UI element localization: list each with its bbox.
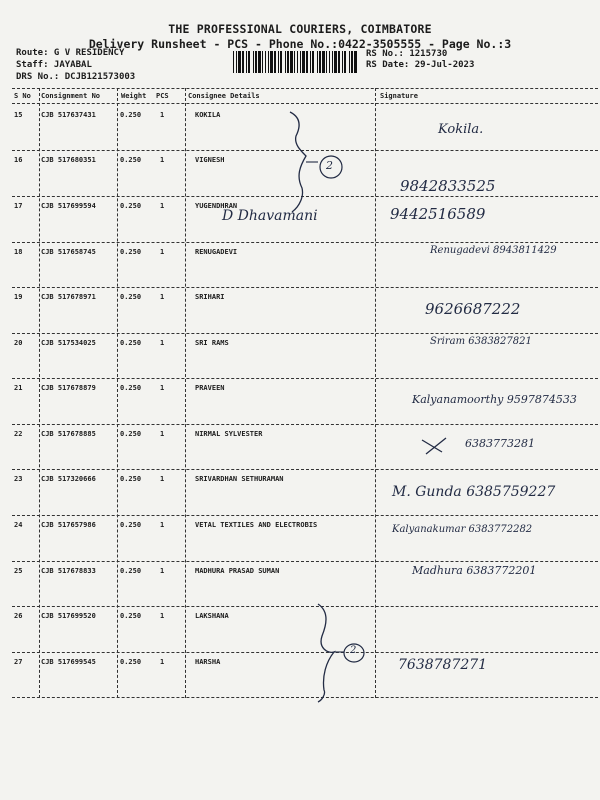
barcode-bar [329, 51, 330, 73]
cell-pcs: 1 [160, 612, 165, 620]
barcode-bar [270, 51, 273, 73]
table-header-rule [12, 103, 598, 104]
signature-handwriting: Madhura 6383772201 [412, 564, 537, 577]
cell-consignee: HARSHA [195, 658, 221, 666]
barcode-bar [300, 51, 301, 73]
barcode-bar [322, 51, 325, 73]
cell-sno: 20 [14, 339, 23, 347]
barcode-bar [294, 51, 295, 73]
row-divider [12, 606, 598, 607]
cell-weight: 0.250 [120, 612, 142, 620]
cell-consignment-no: CJB 517678971 [41, 293, 96, 301]
cell-pcs: 1 [160, 567, 165, 575]
cell-sno: 25 [14, 567, 23, 575]
cell-consignee: SRIHARI [195, 293, 225, 301]
cell-sno: 16 [14, 156, 23, 164]
signature-handwriting: Sriram 6383827821 [430, 336, 532, 347]
cell-consignee: KOKILA [195, 111, 221, 119]
barcode-bar [297, 51, 298, 73]
barcode-bar [242, 51, 244, 73]
cell-weight: 0.250 [120, 156, 142, 164]
signature-handwriting: M. Gunda 6385759227 [392, 484, 556, 500]
rs-number: RS No.: 1215730 [366, 49, 448, 59]
barcode-bar [255, 51, 257, 73]
barcode-bar [265, 51, 266, 73]
cell-pcs: 1 [160, 202, 165, 210]
cell-sno: 23 [14, 475, 23, 483]
barcode-bar [290, 51, 293, 73]
barcode-bar [351, 51, 353, 73]
signature-handwriting: Kokila. [438, 122, 484, 137]
cell-consignment-no: CJB 517678879 [41, 384, 96, 392]
handwritten-name-note: D Dhavamani [222, 208, 318, 224]
row-divider [12, 515, 598, 516]
barcode-bar [312, 51, 314, 73]
cell-pcs: 1 [160, 293, 165, 301]
barcode-bar [253, 51, 254, 73]
cell-consignment-no: CJB 517657986 [41, 521, 96, 529]
cell-consignee: VETAL TEXTILES AND ELECTROBIS [195, 521, 318, 529]
cell-weight: 0.250 [120, 248, 142, 256]
barcode-bar [274, 51, 276, 73]
cell-sno: 24 [14, 521, 23, 529]
row-divider [12, 378, 598, 379]
barcode-bar [338, 51, 340, 73]
row-divider [12, 150, 598, 151]
header-weight: Weight [121, 92, 147, 100]
cell-consignee: SRI RAMS [195, 339, 229, 347]
signature-handwriting: 6383773281 [465, 437, 535, 450]
row-divider [12, 469, 598, 470]
barcode-bar [287, 51, 289, 73]
cell-sno: 27 [14, 658, 23, 666]
cell-weight: 0.250 [120, 339, 142, 347]
row-divider [12, 287, 598, 288]
barcode-bar [268, 51, 269, 73]
barcode-bar [258, 51, 261, 73]
cell-pcs: 1 [160, 339, 165, 347]
cell-sno: 22 [14, 430, 23, 438]
drs-number: DRS No.: DCJB121573003 [16, 72, 136, 82]
barcode-bar [302, 51, 305, 73]
cell-consignee: NIRMAL SYLVESTER [195, 430, 263, 438]
signature-handwriting: 9442516589 [390, 205, 486, 223]
cell-weight: 0.250 [120, 430, 142, 438]
barcode-bar [280, 51, 282, 73]
group-mark-2: 2 [350, 645, 357, 656]
cell-pcs: 1 [160, 156, 165, 164]
cell-consignee: MADHURA PRASAD SUMAN [195, 567, 280, 575]
cell-weight: 0.250 [120, 293, 142, 301]
row-divider [12, 196, 598, 197]
cell-consignment-no: CJB 517534025 [41, 339, 96, 347]
cell-weight: 0.250 [120, 521, 142, 529]
cell-weight: 0.250 [120, 384, 142, 392]
barcode-bar [233, 51, 234, 73]
barcode-bar [310, 51, 311, 73]
barcode-bar [248, 51, 250, 73]
cell-consignee: PRAVEEN [195, 384, 225, 392]
signature-handwriting: Kalyanakumar 6383772282 [392, 524, 533, 535]
cell-consignment-no: CJB 517699594 [41, 202, 96, 210]
cell-sno: 18 [14, 248, 23, 256]
cell-pcs: 1 [160, 475, 165, 483]
row-divider [12, 561, 598, 562]
cell-weight: 0.250 [120, 567, 142, 575]
cell-sno: 26 [14, 612, 23, 620]
barcode-bar [334, 51, 337, 73]
header-sno: S No [14, 92, 31, 100]
cell-weight: 0.250 [120, 111, 142, 119]
route-label: Route: G V RESIDENCY [16, 48, 125, 58]
cell-pcs: 1 [160, 384, 165, 392]
barcode-bar [306, 51, 308, 73]
cell-sno: 21 [14, 384, 23, 392]
brace-mark [318, 604, 334, 702]
signature-handwriting: Kalyanamoorthy 9597874533 [412, 393, 577, 406]
barcode-bar [262, 51, 263, 73]
barcode-bar [238, 51, 241, 73]
cell-pcs: 1 [160, 111, 165, 119]
signature-handwriting: 9626687222 [425, 300, 521, 318]
cell-consignment-no: CJB 517699520 [41, 612, 96, 620]
row-divider [12, 697, 598, 698]
cell-sno: 15 [14, 111, 23, 119]
cell-consignment-no: CJB 517678885 [41, 430, 96, 438]
cell-consignment-no: CJB 517678833 [41, 567, 96, 575]
cell-consignment-no: CJB 517699545 [41, 658, 96, 666]
header-consignee: Consignee Details [188, 92, 260, 100]
header-pcs: PCS [156, 92, 169, 100]
header-consignment: Consignment No [41, 92, 101, 100]
barcode-bar [354, 51, 357, 73]
barcode-bar [317, 51, 318, 73]
cell-weight: 0.250 [120, 475, 142, 483]
cell-sno: 19 [14, 293, 23, 301]
signature-handwriting: 7638787271 [398, 657, 488, 673]
barcode-bar [246, 51, 247, 73]
cell-consignment-no: CJB 517680351 [41, 156, 96, 164]
cell-pcs: 1 [160, 248, 165, 256]
runsheet-subtitle: Delivery Runsheet - PCS - Phone No.:0422-3505555 - Page No.:3 [88, 37, 512, 51]
signature-handwriting: 9842833525 [400, 177, 496, 195]
cell-weight: 0.250 [120, 202, 142, 210]
row-divider [12, 424, 598, 425]
cell-sno: 17 [14, 202, 23, 210]
cell-pcs: 1 [160, 521, 165, 529]
brace-mark [290, 112, 306, 212]
barcode-bar [319, 51, 321, 73]
barcode-bar [285, 51, 286, 73]
cell-consignee: LAKSHANA [195, 612, 229, 620]
cell-consignee: YUGENDHRAN [195, 202, 238, 210]
barcode-bar [344, 51, 346, 73]
barcode-bar [349, 51, 350, 73]
cell-consignee: RENUGADEVI [195, 248, 238, 256]
barcode-bar [342, 51, 343, 73]
cell-weight: 0.250 [120, 658, 142, 666]
header-signature: Signature [380, 92, 418, 100]
barcode-bar [236, 51, 237, 73]
cell-consignment-no: CJB 517320666 [41, 475, 96, 483]
staff-label: Staff: JAYABAL [16, 60, 92, 70]
cell-consignment-no: CJB 517658745 [41, 248, 96, 256]
row-divider [12, 333, 598, 334]
row-divider [12, 652, 598, 653]
cell-consignee: VIGNESH [195, 156, 225, 164]
rs-date: RS Date: 29-Jul-2023 [366, 60, 475, 70]
group-mark-1: 2 [326, 159, 333, 172]
cell-pcs: 1 [160, 658, 165, 666]
barcode [233, 51, 358, 73]
signature-handwriting: Renugadevi 8943811429 [430, 245, 557, 256]
cell-consignment-no: CJB 517637431 [41, 111, 96, 119]
barcode-bar [332, 51, 333, 73]
cell-pcs: 1 [160, 430, 165, 438]
signature-scribble [422, 438, 446, 454]
table-top-rule [12, 88, 598, 89]
company-title: THE PROFESSIONAL COURIERS, COIMBATORE [168, 22, 432, 36]
barcode-bar [278, 51, 279, 73]
row-divider [12, 242, 598, 243]
cell-consignee: SRIVARDHAN SETHURAMAN [195, 475, 284, 483]
barcode-bar [326, 51, 327, 73]
